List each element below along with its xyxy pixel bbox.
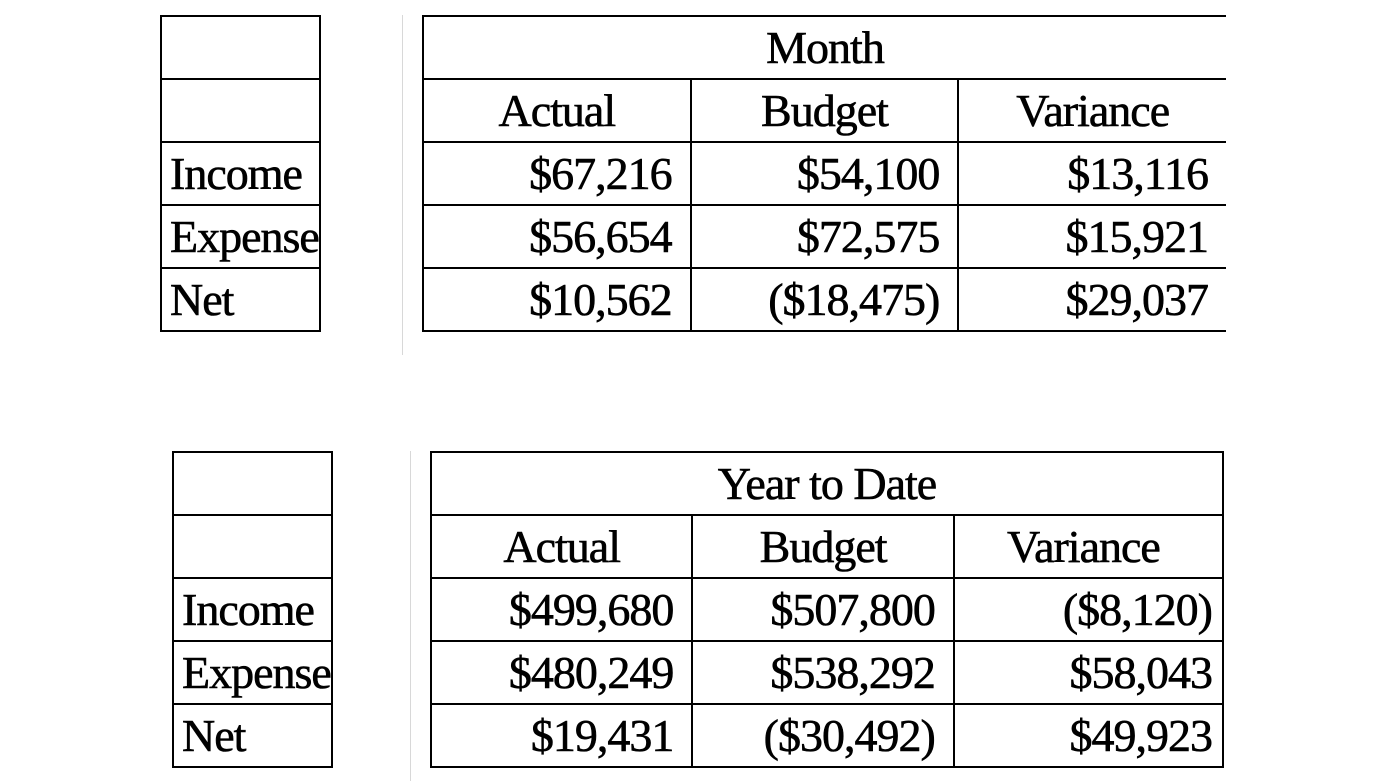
blank-cell	[161, 79, 320, 142]
income-budget: $54,100	[691, 142, 959, 205]
period-header: Month	[423, 16, 1226, 79]
expense-actual: $480,249	[431, 641, 692, 704]
income-actual: $67,216	[423, 142, 691, 205]
expense-budget: $72,575	[691, 205, 959, 268]
net-variance: $29,037	[958, 268, 1226, 331]
net-budget: ($18,475)	[691, 268, 959, 331]
row-label-net: Net	[173, 704, 332, 767]
period-header: Year to Date	[431, 452, 1223, 515]
blank-cell	[161, 16, 320, 79]
expense-variance: $15,921	[958, 205, 1226, 268]
ytd-row-labels	[172, 451, 333, 768]
net-actual: $19,431	[431, 704, 692, 767]
row-label-income: Income	[173, 578, 332, 641]
column-header-budget: Budget	[691, 79, 959, 142]
column-header-variance: Variance	[958, 79, 1226, 142]
expense-budget: $538,292	[692, 641, 953, 704]
income-budget: $507,800	[692, 578, 953, 641]
row-label-expense: Expense	[173, 641, 332, 704]
blank-cell	[173, 515, 332, 578]
ytd-values	[430, 451, 1224, 768]
row-label-expense: Expense	[161, 205, 320, 268]
expense-actual: $56,654	[423, 205, 691, 268]
row-label-income: Income	[161, 142, 320, 205]
column-header-actual: Actual	[431, 515, 692, 578]
column-header-actual: Actual	[423, 79, 691, 142]
net-actual: $10,562	[423, 268, 691, 331]
column-header-variance: Variance	[954, 515, 1223, 578]
income-variance: ($8,120)	[954, 578, 1223, 641]
net-variance: $49,923	[954, 704, 1223, 767]
month-values	[422, 15, 1226, 332]
income-variance: $13,116	[958, 142, 1226, 205]
blank-cell	[173, 452, 332, 515]
column-header-budget: Budget	[692, 515, 953, 578]
income-actual: $499,680	[431, 578, 692, 641]
month-row-labels	[160, 15, 321, 332]
row-label-net: Net	[161, 268, 320, 331]
net-budget: ($30,492)	[692, 704, 953, 767]
expense-variance: $58,043	[954, 641, 1223, 704]
